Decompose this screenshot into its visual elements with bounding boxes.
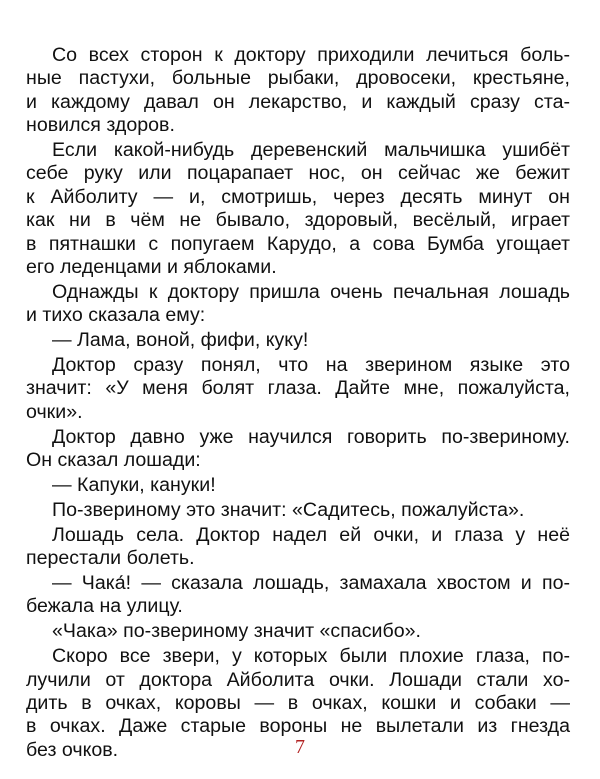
text-line: лучили от доктора Айболита очки. Лошади стали хо- (26, 668, 570, 691)
text-line: и каждому давал он лекарство, и каждый сразу ста- (26, 90, 570, 113)
text-line: Доктор давно уже научился говорить по-звериному. (52, 425, 570, 448)
text-line: как ни в чём не бывало, здоровый, весёлый, играет (26, 209, 570, 232)
text-line: Скоро все звери, у которых были плохие глаза, по- (52, 645, 570, 668)
text-line: Со всех сторон к доктору приходили лечиться боль- (52, 44, 570, 66)
text-line: По-звериному это значит: «Садитесь, пожалуйста». (52, 498, 525, 521)
page-number: 7 (295, 736, 305, 758)
text-line: Доктор сразу понял, что на зверином языке это (52, 354, 570, 377)
paragraph (26, 354, 570, 424)
text-line: Он сказал лошади: (26, 449, 201, 472)
text-line: в очках. Даже старые вороны не вылетали из гнезда (26, 715, 570, 738)
paragraph (26, 281, 570, 328)
text-line: — Чака́! — сказала лошадь, замахала хвостом и по- (52, 572, 570, 595)
paragraph (26, 44, 570, 138)
text-line: его леденцами и яблоками. (26, 256, 277, 279)
text-line: дить в очках, коровы — в очках, кошки и собаки — (26, 692, 570, 715)
text-line: к Айболиту — и, смотришь, через десять минут он (26, 185, 570, 208)
text-line: — Лама, воной, фифи, куку! (52, 329, 309, 352)
paragraph (26, 524, 570, 571)
text-line: новился здоров. (26, 114, 175, 137)
text-line: Если какой-нибудь деревенский мальчишка ушибёт (52, 139, 570, 162)
text-line: Однажды к доктору пришла очень печальная лошадь (52, 280, 570, 303)
text-line: — Капуки, кануки! (52, 474, 216, 497)
text-line: значит: «У меня болят глаза. Дайте мне, пожалуйста, (26, 377, 570, 400)
paragraph (26, 426, 570, 473)
text-line: ные пастухи, больные рыбаки, дровосеки, крестьяне, (26, 67, 570, 90)
paragraph (26, 139, 570, 279)
text-line: в пятнашки с попугаем Карудо, а сова Бумба угощает (26, 232, 570, 255)
paragraph (26, 474, 570, 497)
text-line: Лошадь села. Доктор надел ей очки, и глаза у неё (52, 523, 570, 546)
paragraph (26, 499, 570, 522)
text-line: очки». (26, 400, 83, 423)
paragraph (26, 620, 570, 643)
paragraph (26, 329, 570, 352)
text-line: без очков. (26, 738, 119, 761)
paragraph (26, 572, 570, 619)
text-line: и тихо сказала ему: (26, 304, 206, 327)
story-text (26, 44, 570, 764)
text-line: бежала на улицу. (26, 595, 183, 618)
text-line: себе руку или поцарапает нос, он сейчас же бежит (26, 162, 570, 185)
text-line: перестали болеть. (26, 547, 195, 570)
text-line: «Чака» по-звериному значит «спасибо». (52, 620, 421, 643)
